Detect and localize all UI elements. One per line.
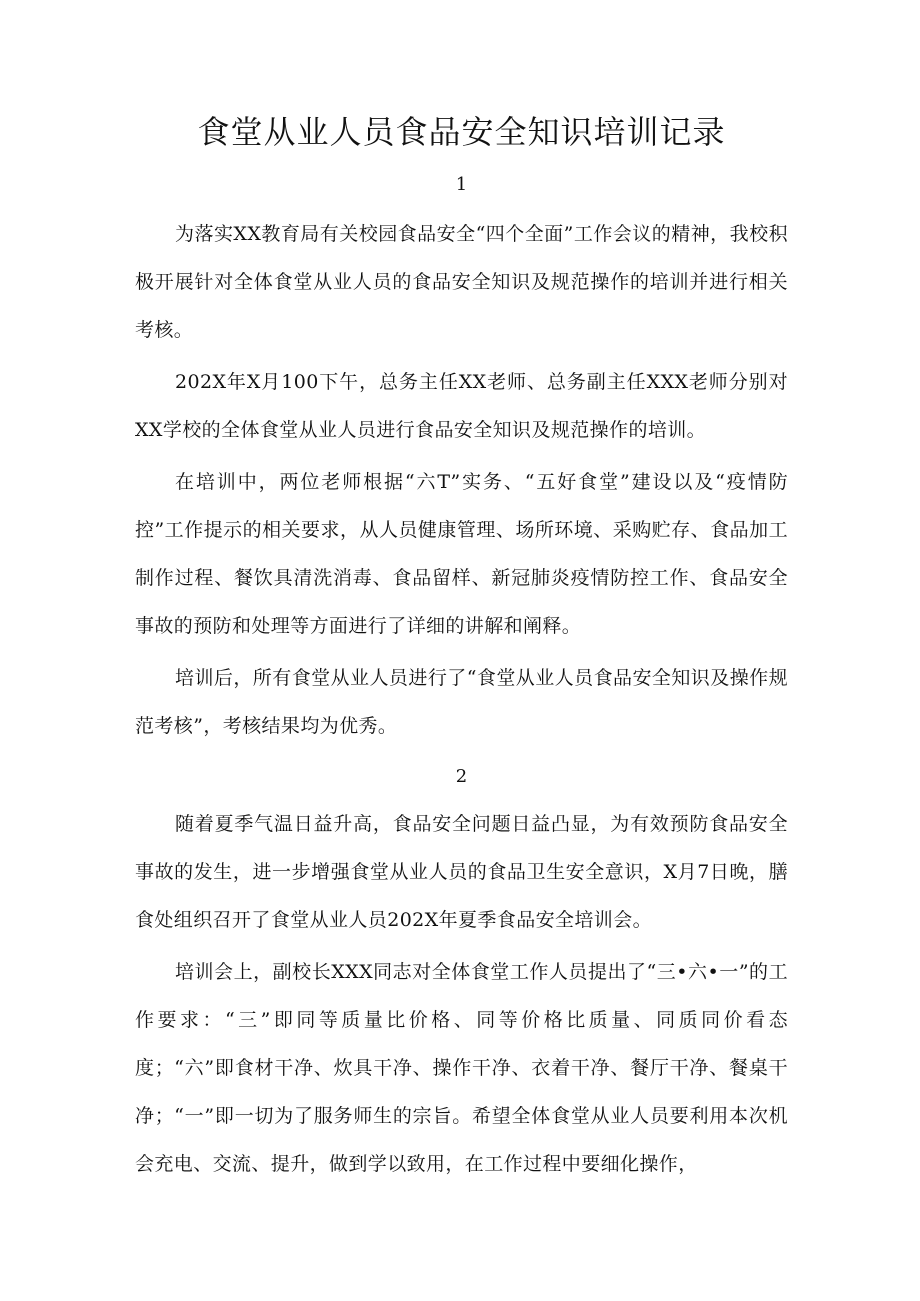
document-title: 食堂从业人员食品安全知识培训记录	[197, 113, 726, 151]
section-2-paragraph-2: 培训会上，副校长XXX同志对全体食堂工作人员提出了“三•六•一”的工作要求：“三”即同等质量比价格、同等价格比质量、同质同价看态度；“六”即食材干净、炊具干净、操作干净、衣着干净、餐厅干净、餐桌干净；“一”即一切为了服务师生的宗旨。希望全体食堂从业人员要利用本次机会充电、交流、提升，做到学以致用，在工作过程中要细化操作，	[135, 961, 788, 1175]
section-1-paragraph-1: 为落实XX教育局有关校园食品安全“四个全面”工作会议的精神，我校积极开展针对全体食堂从业人员的食品安全知识及规范操作的培训并进行相关考核。	[135, 223, 788, 341]
section-1-paragraph-3: 在培训中，两位老师根据“六T”实务、“五好食堂”建设以及“疫情防控”工作提示的相关要求，从人员健康管理、场所环境、采购贮存、食品加工制作过程、餐饮具清洗消毒、食品留样、新冠肺炎疫情防控工作、食品安全事故的预防和处理等方面进行了详细的讲解和阐释。	[135, 471, 788, 637]
section-1-paragraph-2: 202X年X月100下午，总务主任XX老师、总务副主任XXX老师分别对XX学校的全体食堂从业人员进行食品安全知识及规范操作的培训。	[135, 371, 788, 441]
section-number-2: 2	[455, 766, 468, 787]
section-2-paragraph-1: 随着夏季气温日益升高，食品安全问题日益凸显，为有效预防食品安全事故的发生，进一步增强食堂从业人员的食品卫生安全意识，X月7日晚，膳食处组织召开了食堂从业人员202X年夏季食品安全培训会。	[135, 813, 788, 931]
section-number-1: 1	[455, 174, 468, 195]
section-1-paragraph-4: 培训后，所有食堂从业人员进行了“食堂从业人员食品安全知识及操作规范考核”，考核结果均为优秀。	[135, 667, 788, 737]
